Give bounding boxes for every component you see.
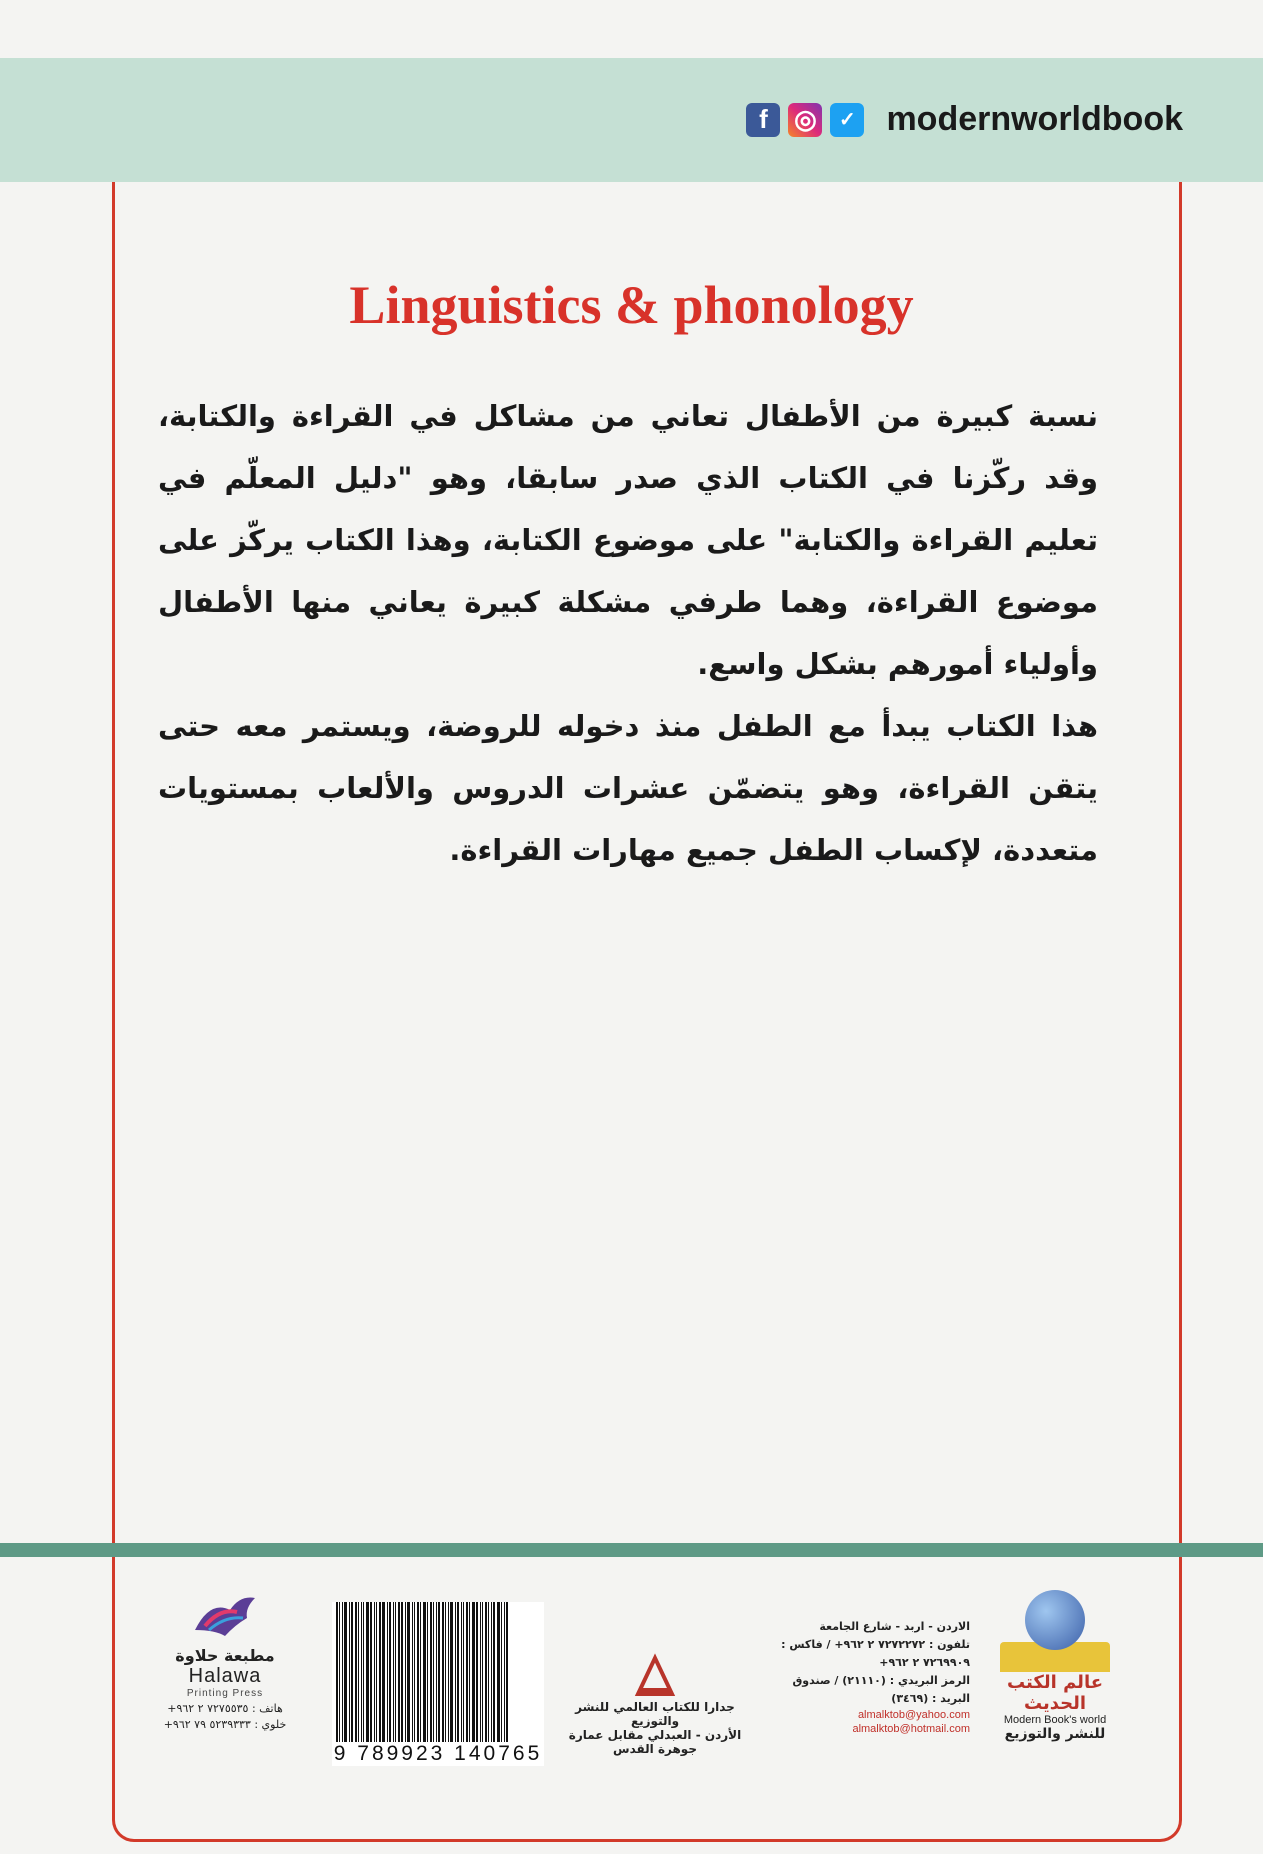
back-cover-text [158, 385, 1098, 881]
book-title: Linguistics & phonology [349, 275, 914, 335]
pegasus-icon [185, 1590, 265, 1646]
barcode-bar [491, 1602, 492, 1742]
barcode-bar [450, 1602, 453, 1742]
barcode-bar [366, 1602, 369, 1742]
barcode-bars [332, 1602, 544, 1742]
barcode-bar [370, 1602, 372, 1742]
barcode-bar [417, 1602, 419, 1742]
publisher-phone: تلفون : ٧٢٧٢٢٧٢ ٢ ٩٦٢+ / فاكس : ٧٢٦٩٩٠٩ ٢ ٩٦٢+ [781, 1638, 970, 1669]
distributor-icon [630, 1650, 680, 1700]
printer-mobile: خلوي : ٥٢٣٩٣٣٣ ٧٩ ٩٦٢+ [163, 1718, 287, 1731]
barcode-bar [358, 1602, 359, 1742]
barcode-bar [420, 1602, 421, 1742]
barcode-bar [344, 1602, 347, 1742]
social-handle: modernworldbook [886, 100, 1183, 138]
barcode-bar [448, 1602, 449, 1742]
barcode-bar [504, 1602, 505, 1742]
barcode-bar [461, 1602, 462, 1742]
barcode-bar [389, 1602, 391, 1742]
barcode-bar [497, 1602, 500, 1742]
barcode-bar [361, 1602, 362, 1742]
distributor-name: جدارا للكتاب العالمي للنشر والتوزيع [575, 1700, 735, 1728]
barcode-bar [374, 1602, 375, 1742]
barcode-bar [398, 1602, 400, 1742]
bottom-band [0, 1543, 1263, 1557]
barcode-bar [445, 1602, 446, 1742]
social-bar [746, 100, 1183, 139]
barcode-bar [488, 1602, 489, 1742]
publisher-logo [990, 1590, 1120, 1742]
publisher-email: almalktob@hotmail.com [852, 1723, 970, 1735]
barcode-bar [363, 1602, 364, 1742]
barcode-bar [455, 1602, 456, 1742]
barcode-bar [412, 1602, 413, 1742]
barcode-bar [382, 1602, 385, 1742]
publisher-address: الاردن - اربد - شارع الجامعة [819, 1620, 970, 1633]
barcode-bar [427, 1602, 428, 1742]
distributor-block [560, 1650, 750, 1756]
printer-name-en: Halawa [188, 1665, 262, 1687]
barcode-bar [376, 1602, 377, 1742]
barcode-bar [472, 1602, 475, 1742]
isbn: 9 789923 140765 [333, 1742, 543, 1765]
barcode-bar [379, 1602, 381, 1742]
barcode [332, 1602, 544, 1772]
barcode-bar [387, 1602, 388, 1742]
barcode-bar [349, 1602, 350, 1742]
barcode-bar [414, 1602, 415, 1742]
globe-icon [1025, 1590, 1085, 1650]
facebook-icon: f [746, 103, 780, 137]
barcode-bar [466, 1602, 468, 1742]
barcode-bar [339, 1602, 340, 1742]
publisher-contact [770, 1618, 970, 1736]
paragraph: هذا الكتاب يبدأ مع الطفل منذ دخوله للروضة، ويستمر معه حتى يتقن القراءة، وهو يتضمّن عشرات الدروس والألعاب بمستويات متعددة، لإكساب الطفل جميع مهارات القراءة. [158, 709, 1098, 867]
printer-block [140, 1590, 310, 1731]
barcode-bar [442, 1602, 444, 1742]
barcode-bar [407, 1602, 410, 1742]
printer-subtitle: Printing Press [186, 1688, 264, 1699]
instagram-icon: ◎ [788, 103, 822, 137]
barcode-bar [395, 1602, 396, 1742]
publisher-name-en: Modern Book's world [1003, 1714, 1107, 1726]
publisher-email: almalktob@yahoo.com [857, 1709, 970, 1721]
barcode-bar [476, 1602, 478, 1742]
publisher-postal: الرمز البريدي : (٢١١١٠) / صندوق البريد : (٣٤٦٩) [792, 1674, 970, 1705]
barcode-bar [480, 1602, 481, 1742]
printer-logo [185, 1590, 265, 1646]
barcode-bar [485, 1602, 487, 1742]
barcode-bar [423, 1602, 426, 1742]
barcode-bar [463, 1602, 464, 1742]
twitter-icon: ✓ [830, 103, 864, 137]
barcode-bar [506, 1602, 508, 1742]
barcode-bar [469, 1602, 470, 1742]
distributor-logo [630, 1650, 680, 1700]
barcode-bar [438, 1602, 440, 1742]
publisher-name-ar: عالم الكتب الحديث [1007, 1672, 1103, 1714]
footer [140, 1590, 1140, 1810]
publisher-tagline: للنشر والتوزيع [1004, 1726, 1106, 1742]
barcode-bar [342, 1602, 343, 1742]
paragraph: نسبة كبيرة من الأطفال تعاني من مشاكل في القراءة والكتابة، وقد ركّزنا في الكتاب الذي صدر سابقا، وهو "دليل المعلّم في تعليم القراءة والكتابة" على موضوع الكتابة، وهذا الكتاب يركّز على موضوع القراءة، وهما طرفي مشكلة كبيرة يعاني منها الأطفال وأولياء أمورهم بشكل واسع. [158, 399, 1098, 681]
barcode-bar [401, 1602, 403, 1742]
barcode-bar [351, 1602, 353, 1742]
barcode-bar [482, 1602, 483, 1742]
printer-name-ar: مطبعة حلاوة [175, 1646, 275, 1665]
barcode-bar [430, 1602, 432, 1742]
barcode-bar [493, 1602, 495, 1742]
barcode-bar [457, 1602, 459, 1742]
barcode-bar [393, 1602, 394, 1742]
printer-phone: هاتف : ٧٢٧٥٥٣٥ ٢ ٩٦٢+ [167, 1702, 283, 1715]
barcode-bar [355, 1602, 357, 1742]
barcode-bar [433, 1602, 434, 1742]
barcode-bar [501, 1602, 502, 1742]
barcode-bar [436, 1602, 437, 1742]
barcode-bar [405, 1602, 406, 1742]
barcode-bar [336, 1602, 338, 1742]
distributor-address: الأردن - العبدلي مقابل عمارة جوهرة القدس [568, 1728, 742, 1756]
